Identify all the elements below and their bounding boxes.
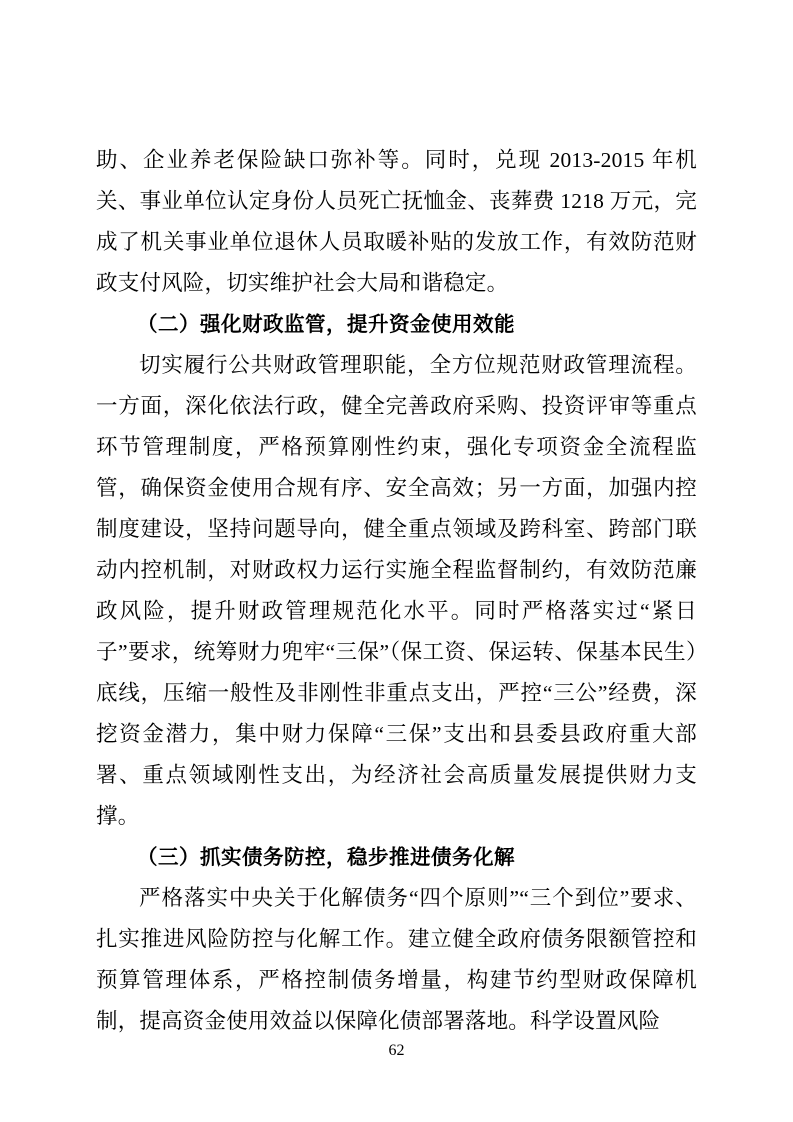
- document-body: [96, 140, 697, 1042]
- page-number: 62: [388, 1042, 405, 1059]
- paragraph-section-3: 严格落实中央关于化解债务“四个原则”“三个到位”要求、扎实推进风险防控与化解工作。建立健全政府债务限额管控和预算管理体系，严格控制债务增量，构建节约型财政保障机制，提高资金使用效益以保障化债部署落地。科学设置风险: [96, 886, 697, 1033]
- section-heading-2: （二）强化财政监管，提升资金使用效能: [137, 312, 515, 336]
- paragraph-section-2: 切实履行公共财政管理职能，全方位规范财政管理流程。一方面，深化依法行政，健全完善政府采购、投资评审等重点环节管理制度，严格预算刚性约束，强化专项资金全流程监管，确保资金使用合规有序、安全高效；另一方面，加强内控制度建设，坚持问题导向，健全重点领域及跨科室、跨部门联动内控机制，对财政权力运行实施全程监督制约，有效防范廉政风险，提升财政管理规范化水平。同时严格落实过“紧日子”要求，统筹财力兜牢“三保”（保工资、保运转、保基本民生）底线，压缩一般性及非刚性非重点支出，严控“三公”经费，深挖资金潜力，集中财力保障“三保”支出和县委县政府重大部署、重点领域刚性支出，为经济社会高质量发展提供财力支撑。: [96, 353, 697, 828]
- section-heading-3: （三）抓实债务防控，稳步推进债务化解: [137, 845, 515, 869]
- paragraph-continued: 助、企业养老保险缺口弥补等。同时，兑现 2013-2015 年机关、事业单位认定身份人员死亡抚恤金、丧葬费 1218 万元，完成了机关事业单位退休人员取暖补贴的发放工作，有效防范财政支付风险，切实维护社会大局和谐稳定。: [96, 148, 697, 295]
